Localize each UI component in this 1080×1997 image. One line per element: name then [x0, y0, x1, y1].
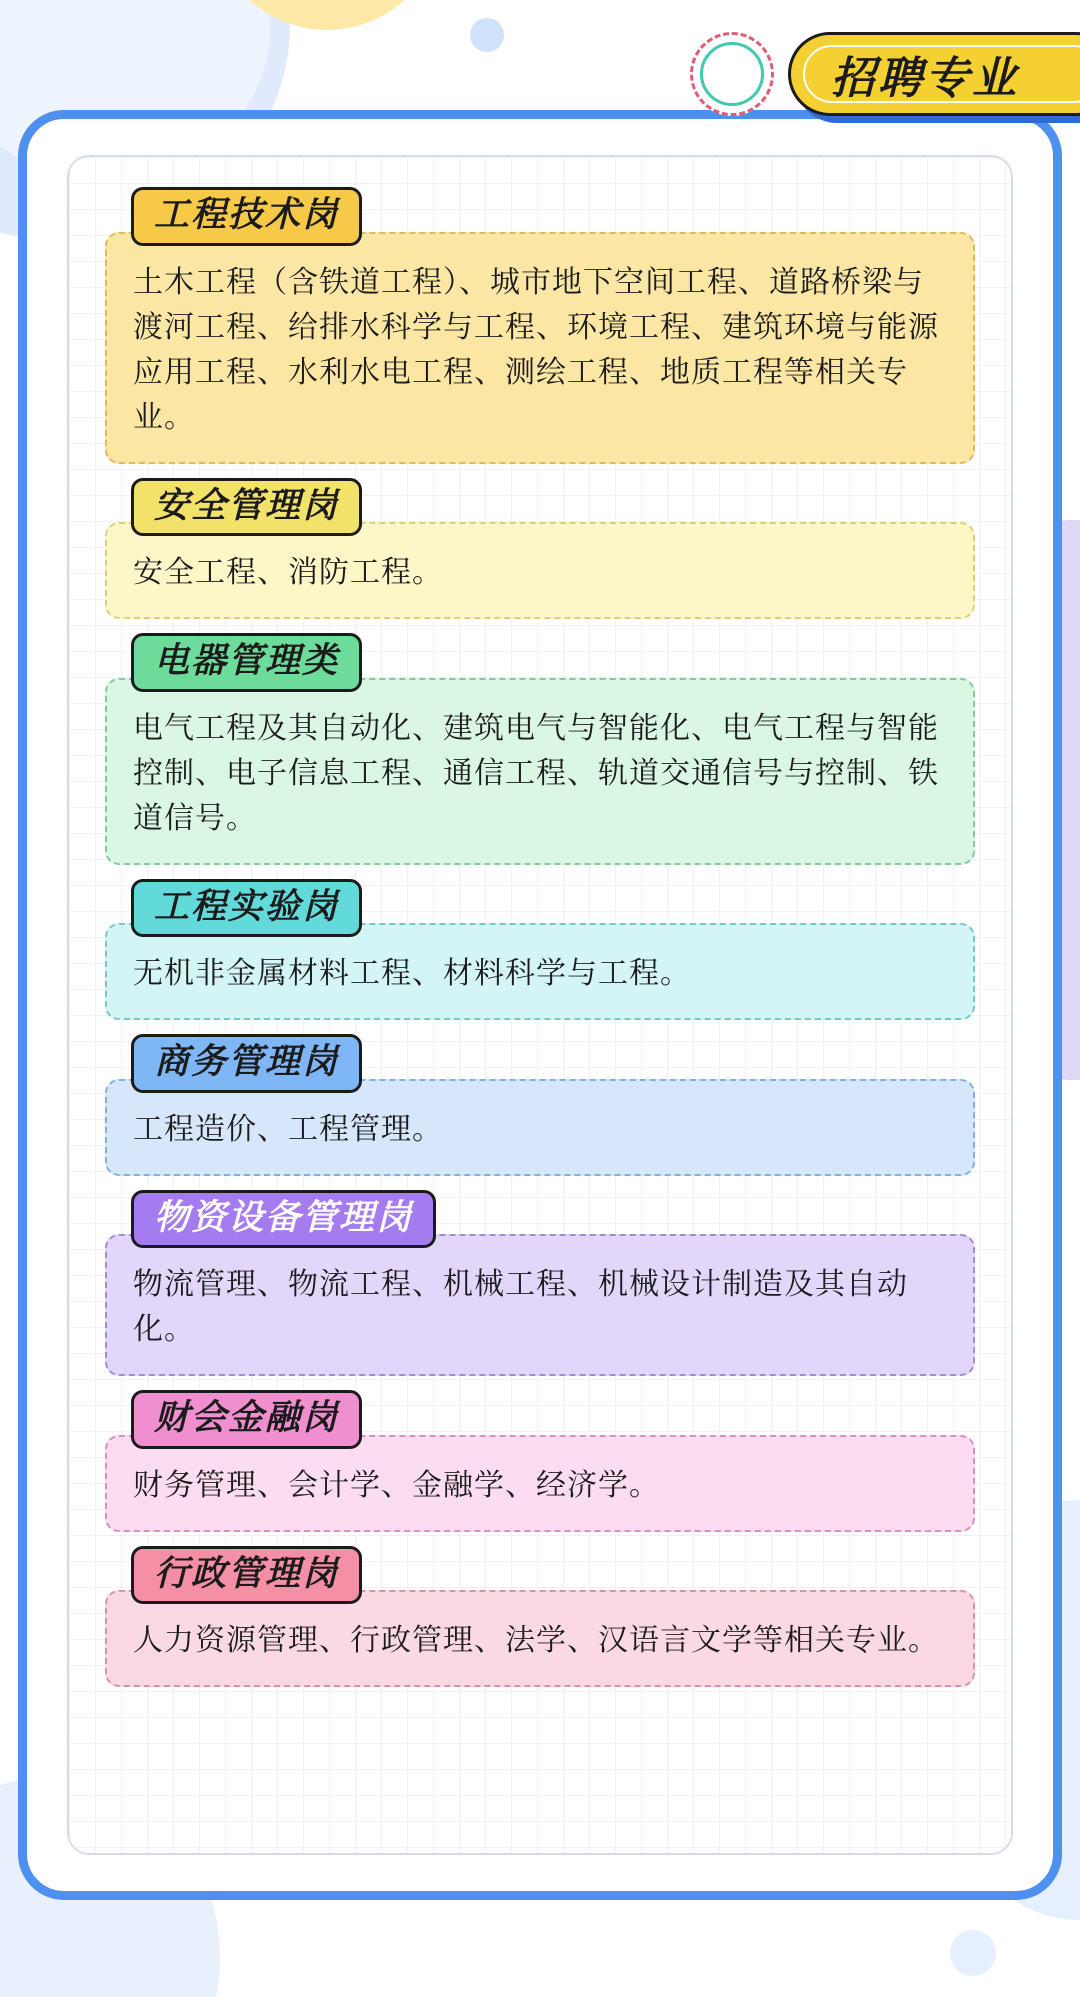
section-electrical-management — [105, 633, 975, 865]
section-title: 工程技术岗 — [131, 187, 362, 246]
card-content — [67, 155, 1013, 1855]
dot-decoration-icon — [470, 18, 504, 52]
section-body: 财务管理、会计学、金融学、经济学。 — [105, 1435, 975, 1532]
section-title: 工程实验岗 — [131, 879, 362, 938]
section-title: 财会金融岗 — [131, 1390, 362, 1449]
section-title: 行政管理岗 — [131, 1546, 362, 1605]
dashed-circle-icon — [690, 32, 774, 116]
section-body: 土木工程（含铁道工程）、城市地下空间工程、道路桥梁与渡河工程、给排水科学与工程、环境工程、建筑环境与能源应用工程、水利水电工程、测绘工程、地质工程等相关专业。 — [105, 232, 975, 464]
section-body: 安全工程、消防工程。 — [105, 522, 975, 619]
section-title: 物资设备管理岗 — [131, 1190, 436, 1249]
section-body: 人力资源管理、行政管理、法学、汉语言文学等相关专业。 — [105, 1590, 975, 1687]
section-body: 无机非金属材料工程、材料科学与工程。 — [105, 923, 975, 1020]
section-engineering-lab — [105, 879, 975, 1021]
section-title: 安全管理岗 — [131, 478, 362, 537]
section-title: 商务管理岗 — [131, 1034, 362, 1093]
main-card — [18, 110, 1062, 1900]
section-body: 工程造价、工程管理。 — [105, 1079, 975, 1176]
section-engineering-technical — [105, 187, 975, 464]
page-title-chip — [788, 32, 1080, 116]
section-finance-accounting — [105, 1390, 975, 1532]
section-administration — [105, 1546, 975, 1688]
section-body: 物流管理、物流工程、机械工程、机械设计制造及其自动化。 — [105, 1234, 975, 1376]
section-business-management — [105, 1034, 975, 1176]
dot-decoration-icon — [950, 1930, 996, 1976]
section-materials-equipment — [105, 1190, 975, 1377]
section-safety-management — [105, 478, 975, 620]
header-title-row — [690, 28, 1080, 120]
page-title: 招聘专业 — [831, 54, 1019, 103]
section-title: 电器管理类 — [131, 633, 362, 692]
section-body: 电气工程及其自动化、建筑电气与智能化、电气工程与智能控制、电子信息工程、通信工程、轨道交通信号与控制、铁道信号。 — [105, 678, 975, 865]
